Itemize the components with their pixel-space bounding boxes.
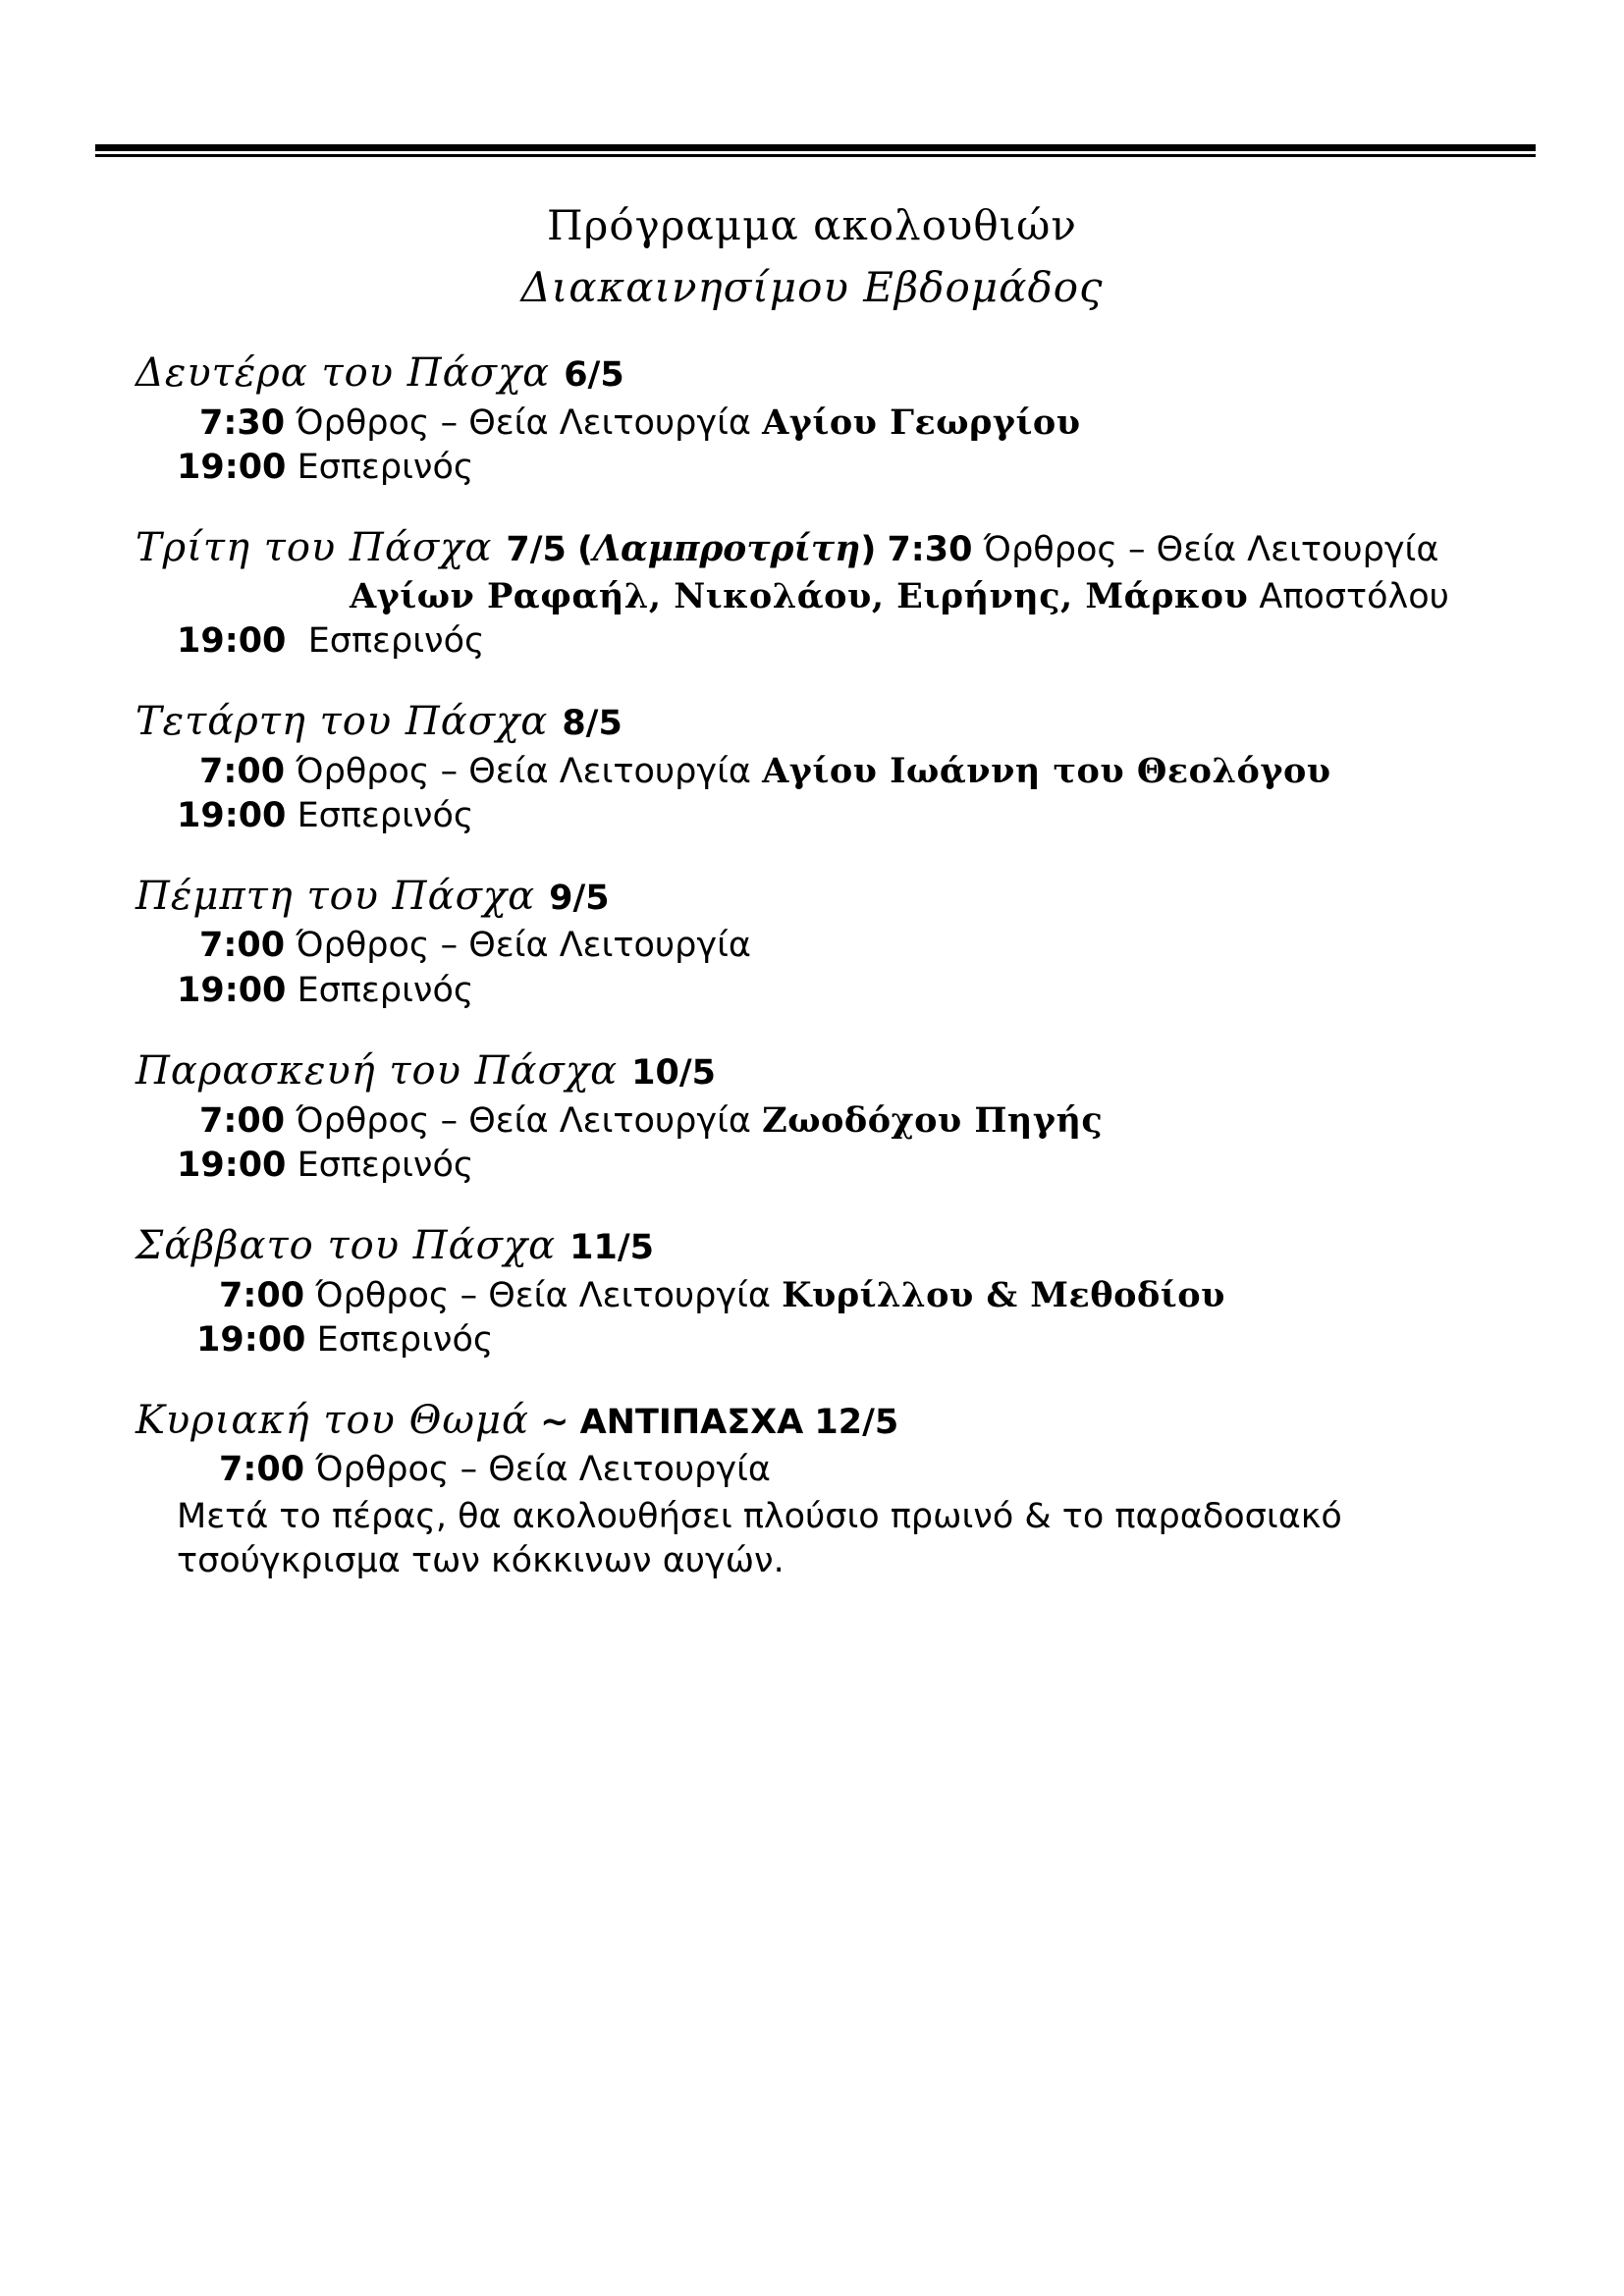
service-time: 7:30 bbox=[887, 530, 973, 569]
header-double-rule-thin bbox=[95, 154, 1536, 157]
header-double-rule-thick bbox=[95, 144, 1536, 151]
day-name: Τετάρτη του Πάσχα bbox=[135, 699, 549, 744]
morning-service-row bbox=[199, 751, 1331, 791]
church-name: Αγίου Γεωργίου bbox=[762, 402, 1081, 443]
service-time: 7:00 bbox=[199, 1101, 286, 1141]
service-time: 19:00 bbox=[177, 971, 287, 1010]
note-line: Μετά το πέρας, θα ακολουθήσει πλούσιο πρωινό & το παραδοσιακό bbox=[177, 1497, 1342, 1536]
service-time: 7:00 bbox=[219, 1276, 305, 1315]
church-name: Ζωοδόχου Πηγής bbox=[762, 1100, 1104, 1141]
service-name: Εσπερινός bbox=[297, 971, 474, 1010]
evening-service-row bbox=[177, 448, 474, 487]
service-name: Όρθρος – Θεία Λειτουργία bbox=[315, 1450, 771, 1489]
service-time: 7:00 bbox=[199, 926, 286, 965]
page-title: Πρόγραμμα ακολουθιών bbox=[547, 201, 1077, 249]
day-date: 6/5 bbox=[564, 355, 624, 395]
service-name: Όρθρος – Θεία Λειτουργία bbox=[296, 403, 751, 443]
service-name: Εσπερινός bbox=[307, 621, 485, 661]
service-name: Εσπερινός bbox=[297, 796, 474, 835]
church-name: Κυρίλλου & Μεθοδίου bbox=[782, 1275, 1225, 1315]
service-time: 19:00 bbox=[196, 1320, 306, 1360]
church-name: Αγίων Ραφαήλ, Νικολάου, Ειρήνης, Μάρκου bbox=[350, 576, 1249, 616]
page-subtitle: Διακαινησίμου Εβδομάδος bbox=[520, 263, 1104, 311]
evening-service-row bbox=[177, 621, 485, 661]
morning-service-row bbox=[199, 926, 751, 965]
church-suffix: Αποστόλου bbox=[1259, 577, 1449, 616]
day-heading-sunday bbox=[135, 1398, 899, 1443]
morning-service-row bbox=[219, 1275, 1225, 1315]
service-time: 19:00 bbox=[177, 448, 287, 487]
evening-service-row bbox=[177, 796, 474, 835]
day-note: Λαμπροτρίτη bbox=[593, 528, 861, 569]
note-line: τσούγκρισμα των κόκκινων αυγών. bbox=[177, 1541, 785, 1580]
paren-open: ( bbox=[577, 530, 594, 569]
service-name: Όρθρος – Θεία Λειτουργία bbox=[983, 530, 1439, 569]
day-name: Κυριακή του Θωμά bbox=[135, 1398, 529, 1443]
evening-service-row bbox=[177, 971, 474, 1010]
service-name: Όρθρος – Θεία Λειτουργία bbox=[315, 1276, 771, 1315]
church-row bbox=[350, 576, 1449, 616]
service-name: Όρθρος – Θεία Λειτουργία bbox=[296, 1101, 751, 1141]
day-date: 8/5 bbox=[562, 704, 623, 743]
morning-service-row bbox=[219, 1450, 771, 1489]
day-heading-tuesday bbox=[135, 525, 1439, 570]
separator: ~ bbox=[540, 1403, 569, 1442]
day-date: 12/5 bbox=[814, 1403, 899, 1442]
day-heading-monday bbox=[135, 350, 624, 396]
service-time: 19:00 bbox=[177, 796, 287, 835]
day-heading-friday bbox=[135, 1048, 716, 1094]
day-name: Παρασκευή του Πάσχα bbox=[135, 1048, 619, 1094]
day-name: Πέμπτη του Πάσχα bbox=[135, 874, 536, 919]
service-name: Εσπερινός bbox=[297, 1146, 474, 1185]
day-heading-saturday bbox=[135, 1223, 655, 1268]
feast-name: ΑΝΤΙΠΑΣΧΑ bbox=[579, 1403, 804, 1442]
day-name: Τρίτη του Πάσχα bbox=[135, 525, 493, 570]
day-heading-thursday bbox=[135, 874, 610, 919]
service-time: 19:00 bbox=[177, 1146, 287, 1185]
evening-service-row bbox=[196, 1320, 494, 1360]
day-date: 11/5 bbox=[569, 1228, 655, 1267]
day-date: 7/5 bbox=[506, 530, 567, 569]
service-name: Εσπερινός bbox=[316, 1320, 494, 1360]
day-name: Δευτέρα του Πάσχα bbox=[135, 350, 551, 396]
morning-service-row bbox=[199, 1100, 1104, 1141]
service-name: Όρθρος – Θεία Λειτουργία bbox=[296, 752, 751, 791]
day-date: 9/5 bbox=[549, 879, 610, 918]
service-time: 7:00 bbox=[219, 1450, 305, 1489]
service-time: 19:00 bbox=[177, 621, 287, 661]
day-name: Σάββατο του Πάσχα bbox=[135, 1223, 557, 1268]
service-name: Όρθρος – Θεία Λειτουργία bbox=[296, 926, 751, 965]
church-name: Αγίου Ιωάννη του Θεολόγου bbox=[762, 751, 1331, 791]
paren-close: ) bbox=[860, 530, 877, 569]
morning-service-row bbox=[199, 402, 1081, 443]
service-time: 7:00 bbox=[199, 752, 286, 791]
evening-service-row bbox=[177, 1148, 473, 1183]
day-heading-wednesday bbox=[135, 699, 623, 744]
day-date: 10/5 bbox=[631, 1053, 716, 1093]
service-name: Εσπερινός bbox=[297, 448, 474, 487]
service-time: 7:30 bbox=[199, 403, 286, 443]
